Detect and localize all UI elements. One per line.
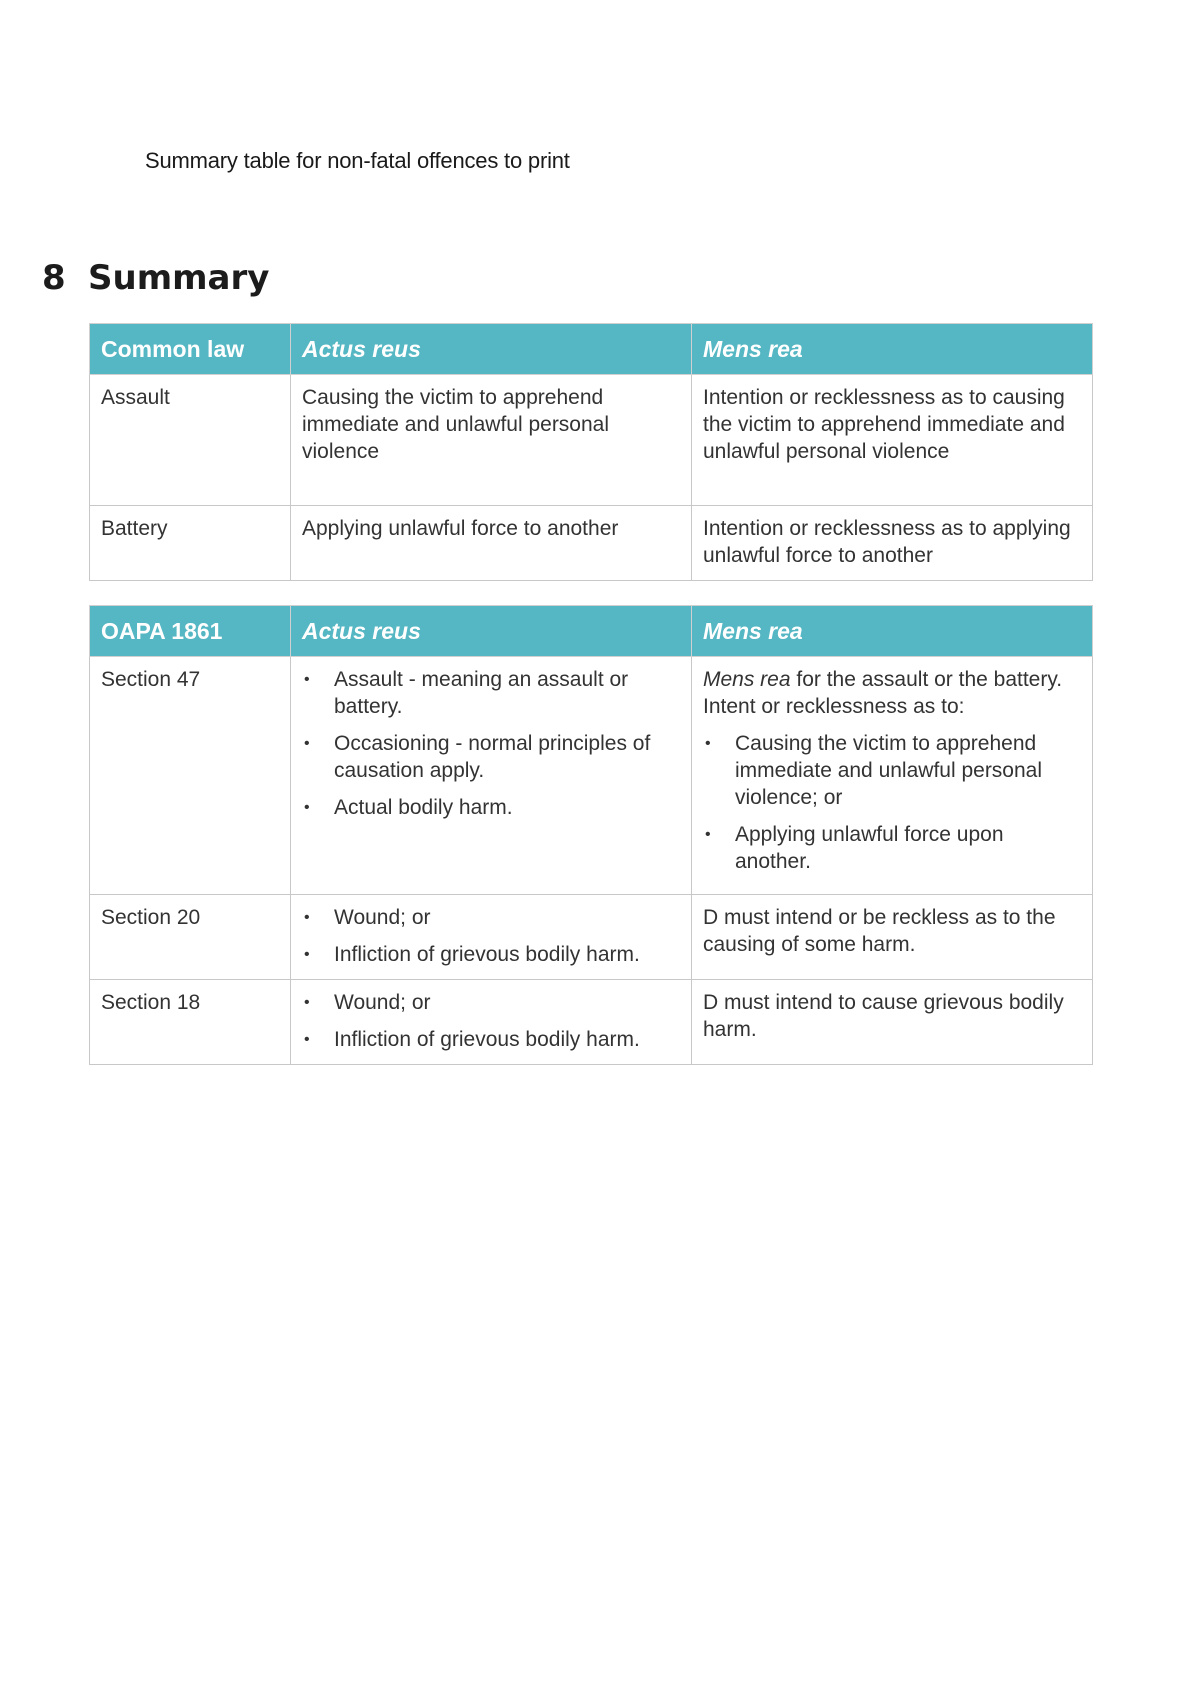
mens-rea-italic-term: Mens rea	[703, 668, 791, 691]
bullet-icon: •	[304, 799, 310, 816]
bullet-icon: •	[304, 735, 310, 752]
section-heading	[42, 258, 269, 298]
common-law-table	[89, 323, 1093, 581]
column-header-actus-reus: Actus reus	[291, 324, 692, 375]
table-row	[90, 895, 1093, 980]
offence-cell: Assault	[90, 375, 291, 506]
list-item: • Occasioning - normal principles of causation apply.	[304, 732, 651, 782]
oapa-table	[89, 605, 1093, 1065]
bullet-icon: •	[304, 671, 310, 688]
bullet-icon: •	[705, 826, 711, 843]
actus-reus-cell: Applying unlawful force to another	[291, 506, 692, 581]
page-intro-text: Summary table for non-fatal offences to print	[145, 148, 570, 173]
bullet-icon: •	[304, 994, 310, 1011]
column-header-offence: OAPA 1861	[90, 606, 291, 657]
column-header-mens-rea: Mens rea	[692, 606, 1093, 657]
actus-reus-cell	[291, 895, 692, 980]
list-item: • Causing the victim to apprehend immediate and unlawful personal violence; or	[705, 732, 1043, 809]
section-title: Summary	[88, 258, 270, 298]
table-row	[90, 657, 1093, 895]
mens-rea-cell: D must intend to cause grievous bodily harm.	[692, 980, 1093, 1065]
bullet-icon: •	[304, 909, 310, 926]
offence-cell: Section 18	[90, 980, 291, 1065]
list-item: • Actual bodily harm.	[304, 796, 513, 819]
actus-reus-cell: Causing the victim to apprehend immediate and unlawful personal violence	[291, 375, 692, 506]
list-item: • Infliction of grievous bodily harm.	[304, 943, 640, 966]
offence-cell: Section 47	[90, 657, 291, 895]
list-item: • Assault - meaning an assault or battery.	[304, 668, 629, 718]
bullet-icon: •	[705, 735, 711, 752]
table-row	[90, 980, 1093, 1065]
mens-rea-cell: D must intend or be reckless as to the causing of some harm.	[692, 895, 1093, 980]
table-header-row	[90, 606, 1093, 657]
list-item: • Applying unlawful force upon another.	[705, 823, 1004, 873]
mens-rea-list	[703, 730, 1081, 875]
column-header-actus-reus: Actus reus	[291, 606, 692, 657]
mens-rea-cell: Intention or recklessness as to applying unlawful force to another	[692, 506, 1093, 581]
actus-reus-list	[302, 666, 680, 821]
mens-rea-cell: Intention or recklessness as to causing the victim to apprehend immediate and unlawful personal violence	[692, 375, 1093, 506]
bullet-icon: •	[304, 1031, 310, 1048]
offence-cell: Section 20	[90, 895, 291, 980]
actus-reus-cell	[291, 980, 692, 1065]
table-row	[90, 375, 1093, 506]
actus-reus-list	[302, 989, 680, 1053]
offence-cell: Battery	[90, 506, 291, 581]
section-number: 8	[42, 258, 66, 298]
mens-rea-cell	[692, 657, 1093, 895]
bullet-icon: •	[304, 946, 310, 963]
table-row	[90, 506, 1093, 581]
actus-reus-cell	[291, 657, 692, 895]
list-item: • Wound; or	[304, 906, 431, 929]
table-header-row	[90, 324, 1093, 375]
mens-rea-intro: Mens rea for the assault or the battery. Intent or recklessness as to:	[703, 668, 1063, 718]
list-item: • Infliction of grievous bodily harm.	[304, 1028, 640, 1051]
actus-reus-list	[302, 904, 680, 968]
column-header-mens-rea: Mens rea	[692, 324, 1093, 375]
column-header-offence: Common law	[90, 324, 291, 375]
list-item: • Wound; or	[304, 991, 431, 1014]
